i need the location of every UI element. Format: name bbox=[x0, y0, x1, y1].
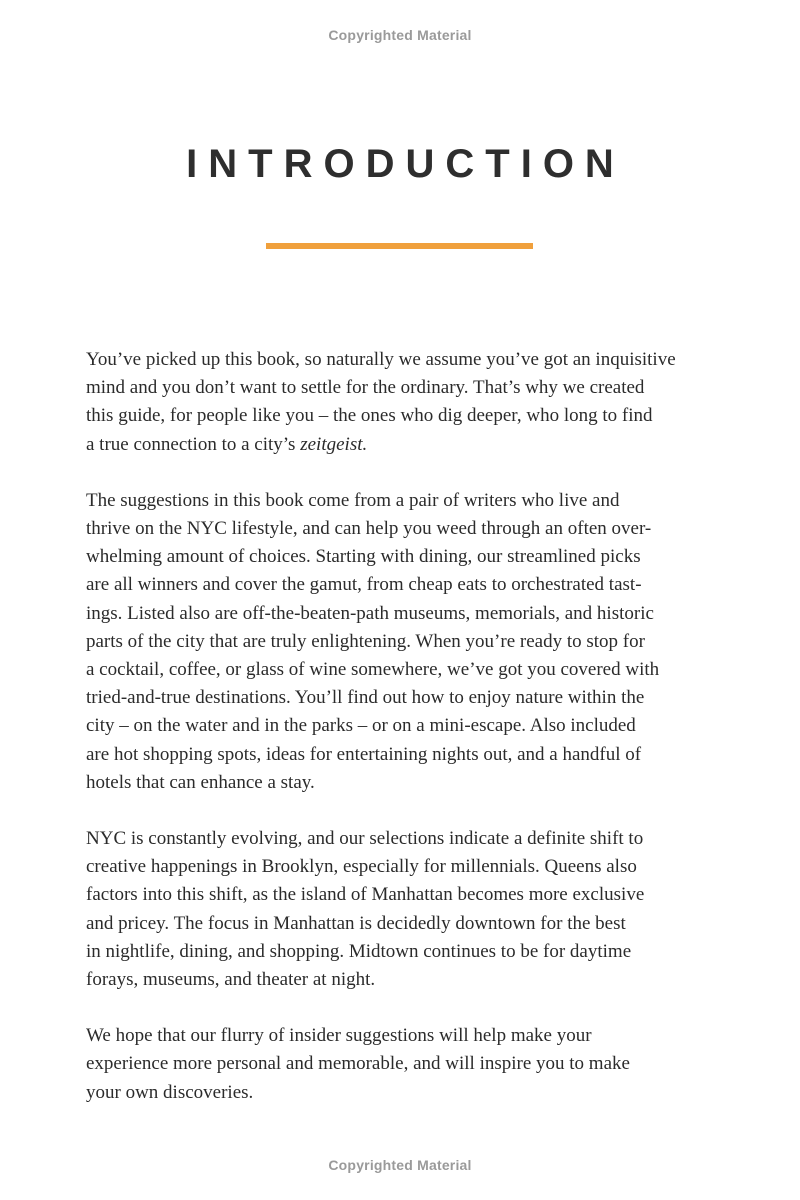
paragraph-4 bbox=[86, 1022, 714, 1107]
text-line: We hope that our flurry of insider suggestions will help make your bbox=[86, 1025, 592, 1047]
text-line: creative happenings in Brooklyn, especially for millennials. Queens also bbox=[86, 856, 637, 878]
text-line: city – on the water and in the parks – or on a mini-escape. Also included bbox=[86, 715, 636, 737]
text-line: mind and you don’t want to settle for the ordinary. That’s why we created bbox=[86, 377, 645, 399]
paragraph-1 bbox=[86, 346, 714, 459]
text-line: You’ve picked up this book, so naturally we assume you’ve got an inquisitive bbox=[86, 349, 676, 370]
text-line: factors into this shift, as the island of Manhattan becomes more exclusive bbox=[86, 884, 645, 906]
title-underline-rule bbox=[266, 243, 533, 249]
paragraph-3 bbox=[86, 825, 714, 994]
paragraph-2 bbox=[86, 487, 714, 797]
text-line: parts of the city that are truly enlightening. When you’re ready to stop for bbox=[86, 630, 645, 652]
text-line: this guide, for people like you – the ones who dig deeper, who long to find bbox=[86, 405, 653, 427]
copyright-watermark-bottom: Copyrighted Material bbox=[328, 1157, 472, 1173]
text-line: are hot shopping spots, ideas for entertaining nights out, and a handful of bbox=[86, 743, 642, 765]
text-run: a true connection to a city’s bbox=[86, 433, 301, 455]
text-line: tried-and-true destinations. You’ll find out how to enjoy nature within the bbox=[86, 687, 645, 709]
text-line: your own discoveries. bbox=[86, 1081, 254, 1103]
body-text bbox=[86, 346, 714, 1135]
text-line: forays, museums, and theater at night. bbox=[86, 969, 376, 991]
text-line: in nightlife, dining, and shopping. Midtown continues to be for daytime bbox=[86, 940, 632, 962]
text-line: a cocktail, coffee, or glass of wine somewhere, we’ve got you covered with bbox=[86, 659, 660, 681]
text-line: NYC is constantly evolving, and our selections indicate a definite shift to bbox=[86, 828, 644, 850]
text-line: experience more personal and memorable, and will inspire you to make bbox=[86, 1053, 630, 1075]
text-line: hotels that can enhance a stay. bbox=[86, 771, 315, 793]
page-title: INTRODUCTION bbox=[186, 142, 625, 186]
copyright-watermark-top: Copyrighted Material bbox=[328, 27, 472, 43]
text-line: The suggestions in this book come from a pair of writers who live and bbox=[86, 489, 620, 511]
italic-term: zeitgeist. bbox=[300, 433, 368, 455]
text-line: are all winners and cover the gamut, from cheap eats to orchestrated tast- bbox=[86, 574, 642, 596]
text-line: and pricey. The focus in Manhattan is decidedly downtown for the best bbox=[86, 912, 626, 934]
text-line bbox=[86, 431, 714, 459]
text-line: ings. Listed also are off-the-beaten-path museums, memorials, and historic bbox=[86, 602, 654, 624]
text-line: whelming amount of choices. Starting with dining, our streamlined picks bbox=[86, 546, 641, 568]
text-line: thrive on the NYC lifestyle, and can help you weed through an often over- bbox=[86, 518, 652, 540]
